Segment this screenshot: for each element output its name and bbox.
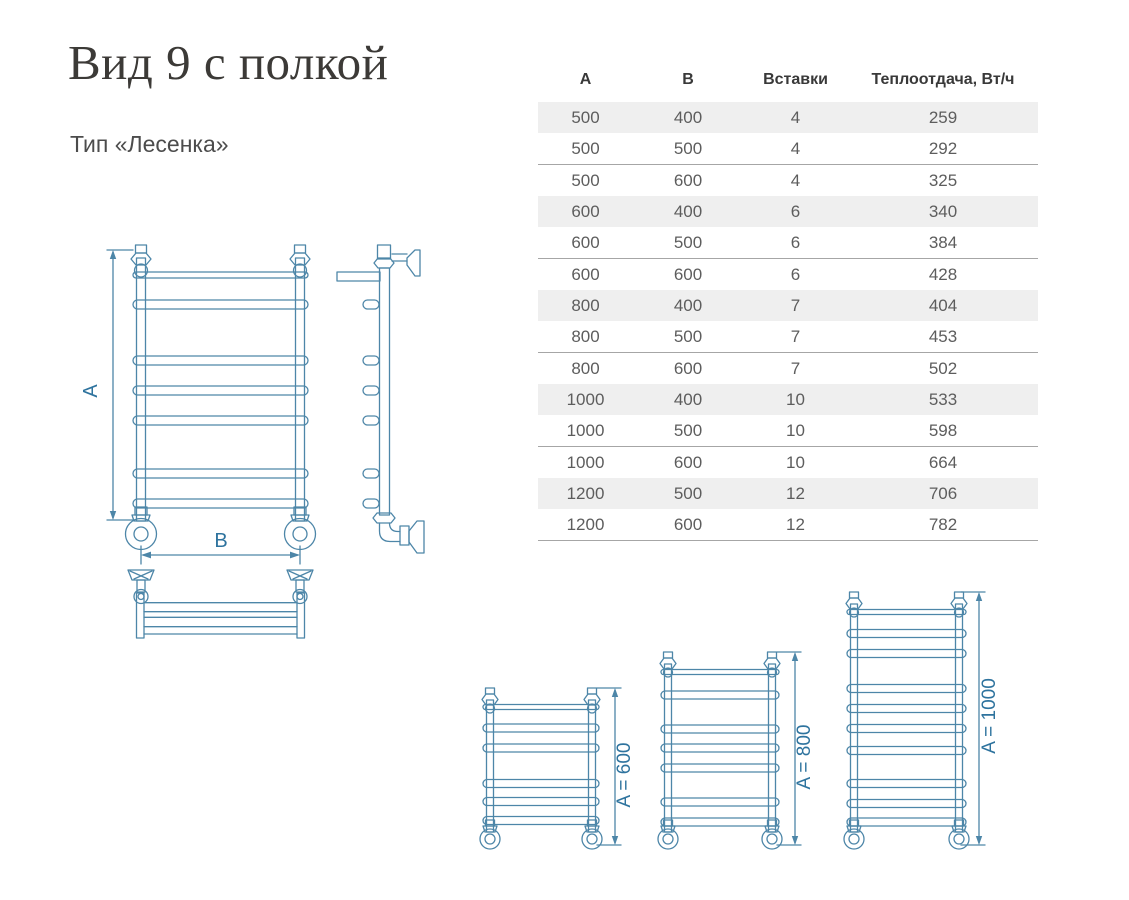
cell-inserts: 7	[790, 358, 801, 378]
table-header-row	[538, 58, 1038, 102]
cell-inserts: 10	[786, 389, 805, 409]
cell-b: 500	[633, 133, 743, 165]
cell-a: 600	[538, 227, 633, 259]
cell-b: 600	[673, 170, 703, 190]
table-row	[538, 165, 1038, 197]
table-row	[538, 478, 1038, 509]
cell-inserts: 4	[743, 133, 848, 165]
cell-a: 500	[571, 107, 600, 127]
cell-inserts: 6	[790, 201, 801, 221]
cell-b: 500	[633, 321, 743, 353]
cell-heat-output: 340	[928, 201, 958, 221]
cell-b: 600	[673, 358, 703, 378]
page-title: Вид 9 с полкой	[68, 35, 389, 90]
cell-heat-output: 325	[928, 170, 958, 190]
cell-heat-output: 664	[928, 452, 958, 472]
table-row	[538, 133, 1038, 165]
cell-inserts: 6	[790, 264, 801, 284]
cell-a: 600	[571, 201, 600, 221]
cell-b: 500	[633, 415, 743, 447]
cell-heat-output: 706	[928, 483, 958, 503]
cell-b: 500	[633, 227, 743, 259]
cell-b: 600	[673, 264, 703, 284]
cell-inserts: 10	[786, 452, 805, 472]
column-header-inserts: Вставки	[763, 71, 828, 88]
cell-a: 1200	[566, 483, 605, 503]
dimension-a	[107, 250, 133, 520]
cell-inserts: 12	[786, 483, 805, 503]
cell-a: 1000	[538, 415, 633, 447]
cell-inserts: 12	[743, 509, 848, 541]
cell-b: 600	[633, 509, 743, 541]
cell-a: 1000	[566, 389, 605, 409]
cell-heat-output: 502	[928, 358, 958, 378]
cell-a: 1200	[538, 509, 633, 541]
cell-heat-output: 533	[928, 389, 958, 409]
variant-drawing-600	[480, 688, 621, 849]
table-row	[538, 415, 1038, 447]
variant-dimension-label: A = 1000	[979, 678, 1000, 754]
cell-inserts: 4	[790, 107, 801, 127]
cell-inserts: 6	[743, 227, 848, 259]
variant-dimension-label: A = 600	[614, 742, 635, 808]
cell-b: 400	[673, 201, 703, 221]
table-row	[538, 290, 1038, 321]
cell-inserts: 7	[790, 295, 801, 315]
cell-b: 600	[673, 452, 703, 472]
cell-heat-output: 453	[848, 321, 1038, 353]
column-header-heat-output: Теплоотдача, Вт/ч	[871, 71, 1015, 88]
cell-b: 400	[673, 389, 703, 409]
table-row	[538, 227, 1038, 259]
dimension-label-a: А	[80, 384, 102, 398]
cell-a: 800	[538, 321, 633, 353]
spec-table	[538, 58, 1038, 541]
front-view	[126, 245, 316, 550]
cell-a: 1000	[566, 452, 605, 472]
table-row	[538, 259, 1038, 291]
page-subtitle: Тип «Лесенка»	[70, 131, 229, 157]
cell-a: 500	[571, 170, 600, 190]
table-body	[538, 102, 1038, 541]
variant-dimension-label: A = 800	[794, 724, 815, 790]
shelf-top-view	[128, 570, 313, 638]
cell-inserts: 4	[790, 170, 801, 190]
variant-drawing-800	[658, 652, 801, 849]
cell-heat-output: 598	[848, 415, 1038, 447]
size-variants-drawing	[460, 580, 1040, 880]
table-row	[538, 196, 1038, 227]
column-header-a: А	[579, 71, 592, 88]
side-view	[337, 245, 424, 553]
dimension-label-b: B	[214, 530, 228, 552]
table-row	[538, 321, 1038, 353]
column-header-b: В	[682, 71, 694, 88]
cell-inserts: 7	[743, 321, 848, 353]
table-row	[538, 353, 1038, 385]
cell-b: 500	[673, 483, 703, 503]
cell-a: 500	[538, 133, 633, 165]
variant-drawing-1000	[844, 592, 985, 849]
cell-b: 400	[673, 295, 703, 315]
cell-heat-output: 384	[848, 227, 1038, 259]
cell-b: 400	[673, 107, 703, 127]
cell-inserts: 10	[743, 415, 848, 447]
table-row	[538, 447, 1038, 479]
cell-a: 800	[571, 358, 600, 378]
table-row	[538, 384, 1038, 415]
cell-heat-output: 782	[848, 509, 1038, 541]
cell-heat-output: 259	[928, 107, 958, 127]
cell-a: 600	[571, 264, 600, 284]
cell-heat-output: 404	[928, 295, 958, 315]
cell-heat-output: 292	[848, 133, 1038, 165]
cell-heat-output: 428	[928, 264, 958, 284]
cell-a: 800	[571, 295, 600, 315]
table-row	[538, 509, 1038, 541]
table-row	[538, 102, 1038, 133]
main-towel-rail-drawing	[80, 230, 460, 660]
